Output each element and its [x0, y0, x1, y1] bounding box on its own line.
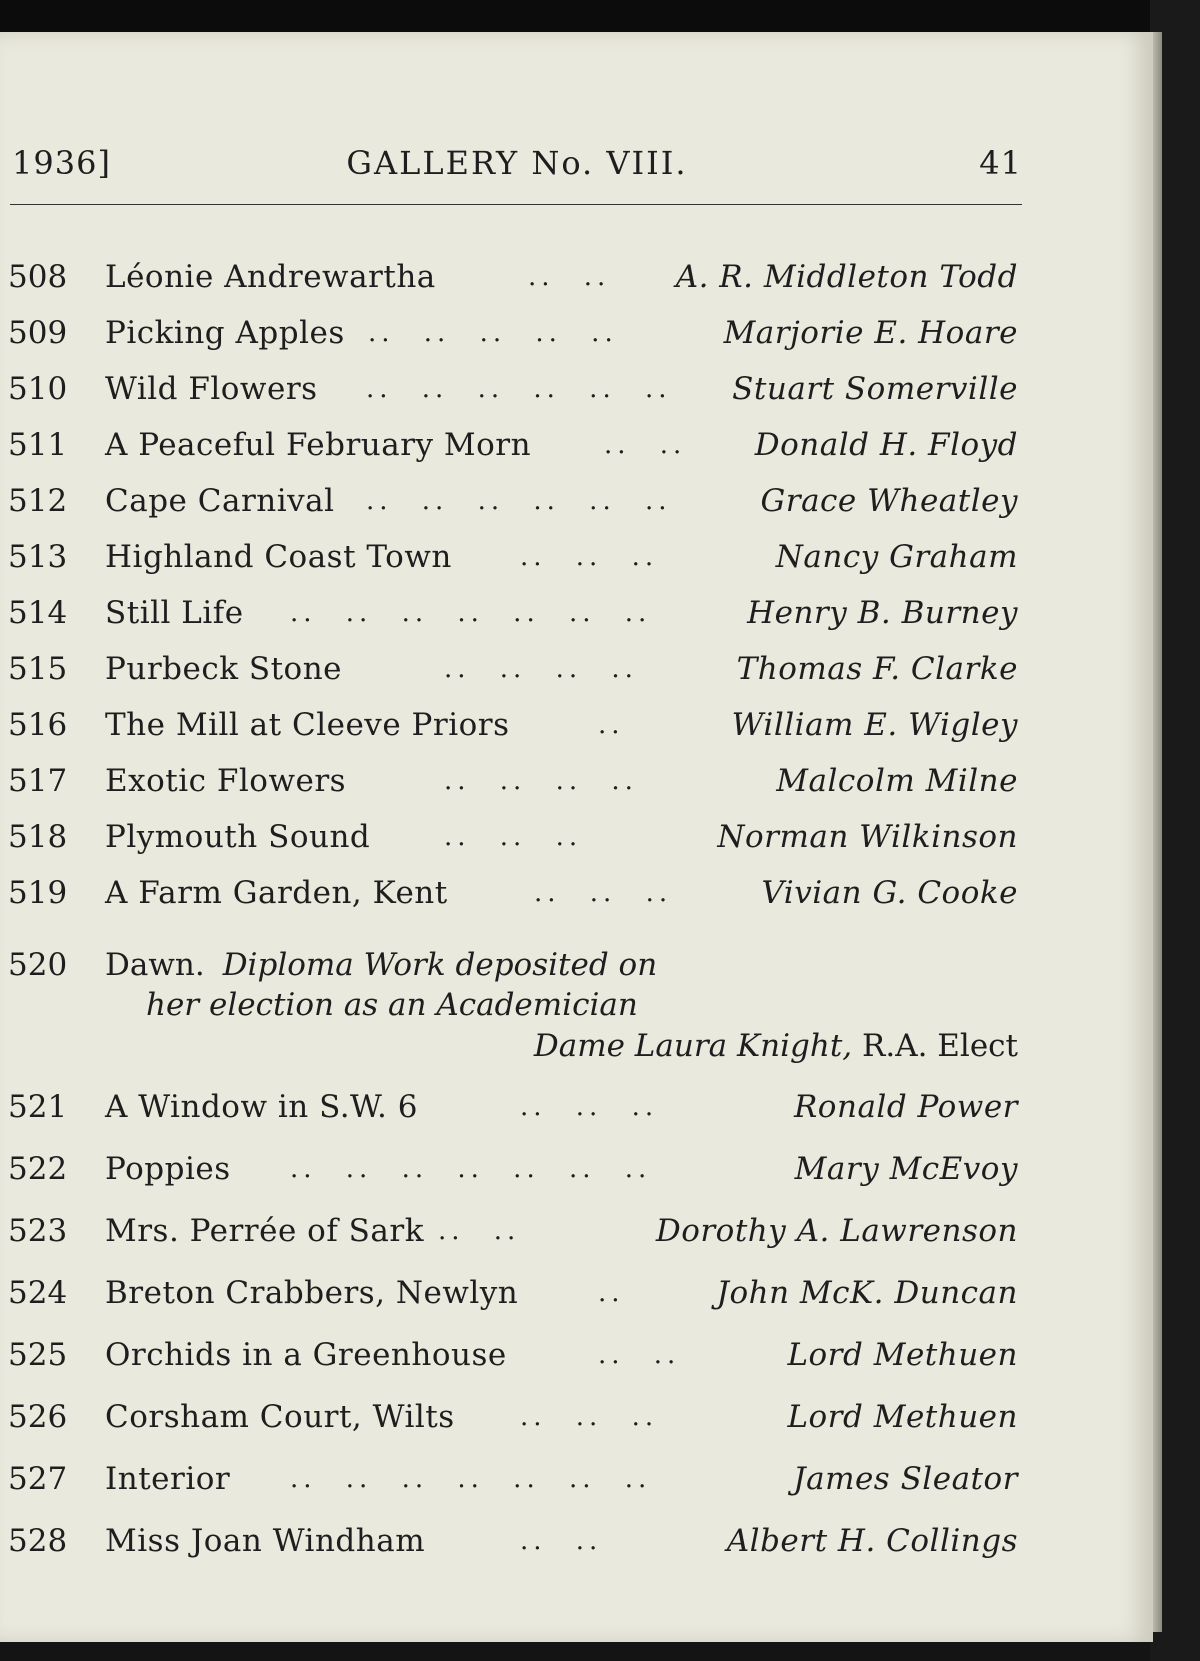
entry-number: 518: [8, 819, 68, 855]
dot-leader: .. .. .. .. .. .. ..: [290, 1464, 652, 1494]
entry-number: 512: [8, 483, 68, 519]
dot-leader: .. .. ..: [520, 542, 659, 572]
entry-artist: Albert H. Collings: [726, 1523, 1018, 1559]
entry-number: 519: [8, 875, 68, 911]
catalogue-entry: [8, 1208, 1018, 1254]
entry-title: Exotic Flowers: [105, 763, 347, 799]
catalogue-entry: [8, 814, 1018, 860]
dot-leader: .. .. ..: [520, 1402, 659, 1432]
entry-number: 528: [8, 1523, 68, 1559]
catalogue-entry: [8, 590, 1018, 636]
diploma-note-line1: Diploma Work deposited on: [222, 947, 658, 983]
dot-leader: .. .. .. .. .. ..: [366, 374, 672, 404]
entry-artist: Stuart Somerville: [732, 371, 1018, 407]
catalogue-entry: [8, 1332, 1018, 1378]
dot-leader: .. .. .. .. .. ..: [366, 486, 672, 516]
catalogue-entry: [8, 1084, 1018, 1130]
entry-title: Highland Coast Town: [105, 539, 452, 575]
dot-leader: .. .. .. .. .. .. ..: [290, 598, 652, 628]
entry-title: The Mill at Cleeve Priors: [105, 707, 510, 743]
entry-title: Dawn.: [105, 947, 205, 983]
entry-title: Orchids in a Greenhouse: [105, 1337, 507, 1373]
entry-artist: John McK. Duncan: [716, 1275, 1018, 1311]
catalogue-entry: [8, 1270, 1018, 1316]
entry-artist: Mary McEvoy: [794, 1151, 1018, 1187]
catalogue-entry: [8, 1518, 1018, 1564]
entry-artist: Malcolm Milne: [776, 763, 1018, 799]
dot-leader: .. .. .. .. ..: [368, 318, 618, 348]
dot-leader: ..: [598, 710, 625, 740]
entry-number: 526: [8, 1399, 68, 1435]
entry-artist: William E. Wigley: [731, 707, 1018, 743]
entry-artist-line: [534, 1028, 1018, 1064]
entry-artist: Ronald Power: [793, 1089, 1018, 1125]
entry-number: 525: [8, 1337, 68, 1373]
dot-leader: .. ..: [438, 1216, 521, 1246]
entry-artist: Vivian G. Cooke: [761, 875, 1018, 911]
entry-artist: Grace Wheatley: [760, 483, 1018, 519]
dot-leader: .. ..: [520, 1526, 603, 1556]
entry-artist: Dame Laura Knight,: [533, 1028, 853, 1064]
dot-leader: .. .. ..: [534, 878, 673, 908]
entry-artist: James Sleator: [793, 1461, 1018, 1497]
entry-artist: Dorothy A. Lawrenson: [655, 1213, 1018, 1249]
entry-number: 511: [8, 427, 68, 463]
diploma-note-line2: her election as an Academician: [146, 987, 638, 1023]
entry-title: Corsham Court, Wilts: [105, 1399, 455, 1435]
header-rule: [10, 204, 1022, 205]
entry-number: 514: [8, 595, 68, 631]
dot-leader: .. .. .. ..: [444, 766, 638, 796]
entry-title: Wild Flowers: [105, 371, 318, 407]
dot-leader: .. .. ..: [444, 822, 583, 852]
entry-number: 516: [8, 707, 68, 743]
catalogue-entry: [8, 366, 1018, 412]
catalogue-entry: [8, 646, 1018, 692]
entry-artist: Donald H. Floyd: [754, 427, 1018, 463]
entry-artist: A. R. Middleton Todd: [675, 259, 1018, 295]
entry-title: Léonie Andrewartha: [105, 259, 436, 295]
catalogue-entry: [8, 310, 1018, 356]
catalogue-entry: [8, 702, 1018, 748]
entry-title: Cape Carnival: [105, 483, 335, 519]
running-head: [12, 144, 1022, 194]
catalogue-entry: [8, 758, 1018, 804]
entry-artist: Thomas F. Clarke: [736, 651, 1018, 687]
entry-number: 523: [8, 1213, 68, 1249]
entry-title: Interior: [105, 1461, 231, 1497]
catalogue-entry: [8, 534, 1018, 580]
entry-number: 508: [8, 259, 68, 295]
entry-number: 513: [8, 539, 68, 575]
scan-top-border: [0, 0, 1200, 34]
entry-title-line: [105, 947, 657, 983]
entry-title: A Farm Garden, Kent: [105, 875, 448, 911]
entry-title: A Window in S.W. 6: [105, 1089, 418, 1125]
entry-number: 522: [8, 1151, 68, 1187]
catalogue-entry: [8, 1456, 1018, 1502]
page-number: 41: [979, 144, 1022, 182]
entry-artist: Nancy Graham: [775, 539, 1018, 575]
entry-title: Plymouth Sound: [105, 819, 371, 855]
entry-title: Purbeck Stone: [105, 651, 343, 687]
catalogue-entry: [8, 870, 1018, 916]
entry-title: Breton Crabbers, Newlyn: [105, 1275, 519, 1311]
catalogue-entry: [8, 1146, 1018, 1192]
catalogue-page: [0, 32, 1153, 1642]
running-head-gallery: GALLERY No. VIII.: [346, 144, 688, 182]
entry-title: Miss Joan Windham: [105, 1523, 426, 1559]
dot-leader: .. .. .. ..: [444, 654, 638, 684]
entry-artist: Norman Wilkinson: [717, 819, 1018, 855]
entry-number: 510: [8, 371, 68, 407]
entry-number: 509: [8, 315, 68, 351]
catalogue-entry: [8, 478, 1018, 524]
entry-number: 524: [8, 1275, 68, 1311]
entry-number: 527: [8, 1461, 68, 1497]
entry-title: Still Life: [105, 595, 244, 631]
artist-suffix: R.A. Elect: [862, 1028, 1018, 1064]
dot-leader: .. ..: [604, 430, 687, 460]
catalogue-entry-diploma: [8, 947, 1018, 1077]
entry-number: 520: [8, 947, 68, 983]
dot-leader: .. ..: [528, 262, 611, 292]
entry-title: A Peaceful February Morn: [105, 427, 532, 463]
entry-title: Poppies: [105, 1151, 231, 1187]
dot-leader: .. .. ..: [520, 1092, 659, 1122]
entry-number: 515: [8, 651, 68, 687]
entry-artist: Henry B. Burney: [747, 595, 1018, 631]
catalogue-entry: [8, 254, 1018, 300]
entry-number: 521: [8, 1089, 68, 1125]
entry-title: Mrs. Perrée of Sark: [105, 1213, 424, 1249]
entry-artist: Marjorie E. Hoare: [723, 315, 1018, 351]
dot-leader: .. .. .. .. .. .. ..: [290, 1154, 652, 1184]
catalogue-entry: [8, 422, 1018, 468]
entry-artist: Lord Methuen: [787, 1399, 1018, 1435]
running-head-year: 1936]: [12, 144, 111, 182]
dot-leader: ..: [598, 1278, 625, 1308]
dot-leader: .. ..: [598, 1340, 681, 1370]
entry-title: Picking Apples: [105, 315, 345, 351]
entry-artist: Lord Methuen: [787, 1337, 1018, 1373]
entry-number: 517: [8, 763, 68, 799]
catalogue-entry: [8, 1394, 1018, 1440]
